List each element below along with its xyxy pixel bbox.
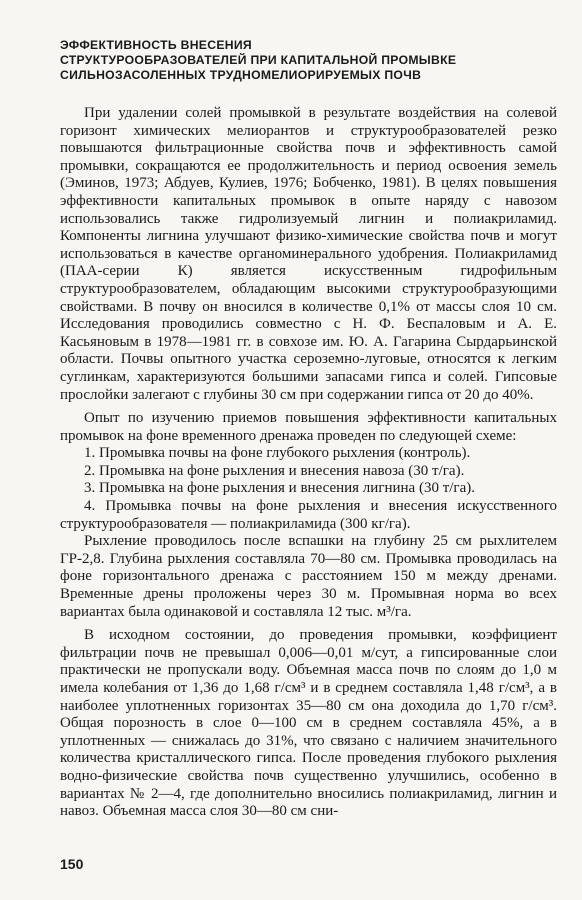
list-item: 1. Промывка почвы на фоне глубокого рыхления (контроль). bbox=[84, 445, 471, 462]
title-line: СТРУКТУРООБРАЗОВАТЕЛЕЙ ПРИ КАПИТАЛЬНОЙ ПРОМЫВКЕ bbox=[60, 53, 457, 67]
list-item: 3. Промывка на фоне рыхления и внесения лигнина (30 т/га). bbox=[84, 480, 475, 497]
list-item: 4. Промывка почвы на фоне рыхления и внесения искусственного структурообразователя — полиакриламида (300 кг/га). bbox=[60, 498, 557, 532]
page-number: 150 bbox=[60, 856, 84, 872]
paragraph-initial-state: В исходном состоянии, до проведения промывки, коэффициент фильтрации почв не превышал 0,006—0,01 м/сут, а гипсированные слои практически не пропускали воду. Объемная масса почв по слоям до 1,0 м имела колебания от 1,36 до 1,68 г/см³ и в среднем составляла 1,48 г/см³, а в наиболее уплотненных горизонтах 35—80 см она доходила до 1,70 г/см³. Общая порозность в слое 0—100 см в среднем составляла 45%, а в уплотненных — снижалась до 31%, что связано с наличием значительного количества кристаллического гипса. После проведения глубокого рыхления водно-физические свойства почв существенно улучшились, особенно в вариантах № 2—4, где дополнительно вносились полиакриламид, лигнин и навоз. Объемная масса слоя 30—80 см сни- bbox=[60, 627, 557, 820]
title-line: СИЛЬНОЗАСОЛЕННЫХ ТРУДНОМЕЛИОРИРУЕМЫХ ПОЧВ bbox=[60, 68, 422, 82]
paragraph-intro: При удалении солей промывкой в результате воздействия на солевой горизонт химических мелиорантов и структурообразователей резко повышаются фильтрационные свойства почв и эффективность самой промывки, сокращаются ее продолжительность и период освоения земель (Эминов, 1973; Абдуев, Кулиев, 1976; Бобченко, 1981). В целях повышения эффективности капитальных промывок в опыте наряду с навозом использовались также гидролизуемый лигнин и полиакриламид. Компоненты лигнина улучшают физико-химические свойства почв и могут использоваться в качестве органоминерального удобрения. Полиакриламид (ПАА-серии К) является искусственным гидрофильным структурообразователем, обладающим высокими структурообразующими свойствами. В почву он вносился в количестве 0,1% от массы слоя 10 см. Исследования проводились совместно с Н. Ф. Беспаловым и А. Е. Касьяновым в 1978—1981 гг. в совхозе им. Ю. А. Гагарина Сырдарьинской области. Почвы опытного участка сероземно-луговые, относятся к легким суглинкам, характеризуются большими запасами гипса и солей. Гипсовые прослойки залегают с глубины 30 см при содержании гипса от 20 до 40%. bbox=[60, 105, 557, 403]
title-line: ЭФФЕКТИВНОСТЬ ВНЕСЕНИЯ bbox=[60, 38, 252, 52]
article-body bbox=[60, 105, 557, 821]
paragraph-loosening: Рыхление проводилось после вспашки на глубину 25 см рыхлителем ГР-2,8. Глубина рыхления составляла 70—80 см. Промывка проводилась на фоне горизонтального дренажа с расстоянием 150 м между дренами. Временные дрены проложены через 30 м. Промывная норма во всех вариантах была одинаковой и составляла 12 тыс. м³/га. bbox=[60, 533, 557, 620]
paragraph-scheme: Опыт по изучению приемов повышения эффективности капитальных промывок на фоне временного дренажа проведен по следующей схеме: bbox=[60, 410, 557, 444]
scheme-list bbox=[60, 445, 557, 533]
article-title bbox=[60, 38, 540, 83]
list-item: 2. Промывка на фоне рыхления и внесения навоза (30 т/га). bbox=[84, 462, 465, 479]
